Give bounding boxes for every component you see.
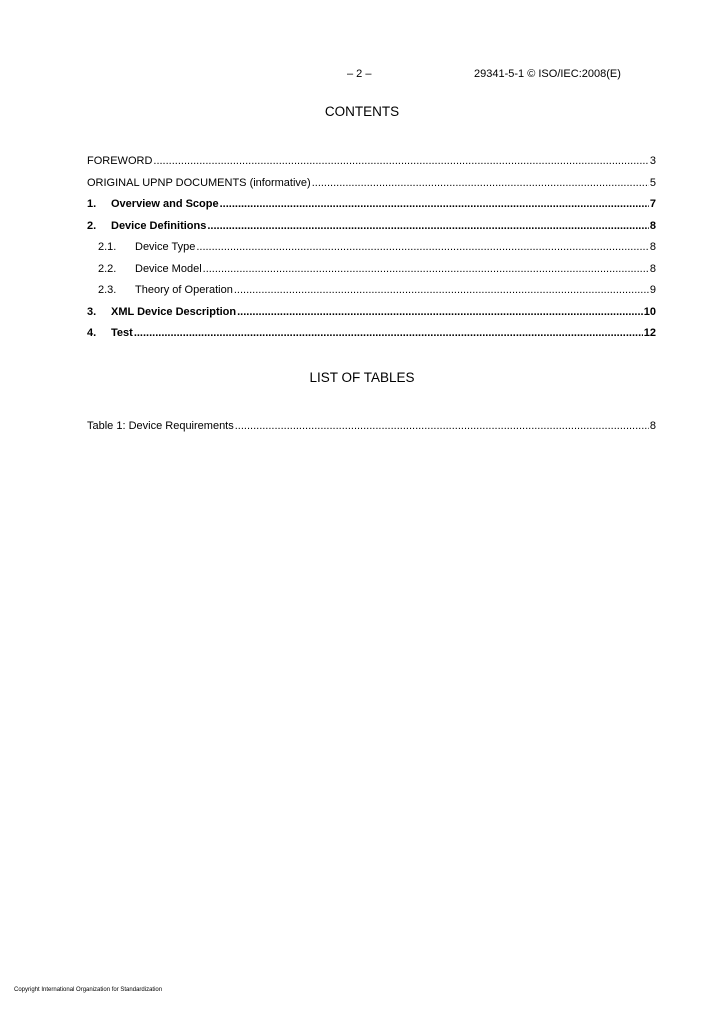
table-entry-device-requirements[interactable] — [87, 418, 656, 440]
toc-entry-title: XML Device Description — [111, 305, 237, 318]
toc-entry-title: Device Definitions — [111, 219, 207, 232]
toc-entry-test[interactable] — [87, 325, 656, 347]
toc-entry-page: 8 — [649, 262, 656, 275]
toc-entry-foreword[interactable] — [87, 153, 656, 175]
toc-entry-number: 2. — [87, 219, 97, 232]
toc-entry-title: FOREWORD — [87, 155, 153, 167]
toc-leader-dots — [237, 304, 643, 320]
toc-leader-dots — [196, 239, 649, 255]
toc-entry-title: Device Model — [135, 262, 202, 275]
toc-entry-number: 2.1. — [98, 241, 117, 253]
toc-leader-dots — [220, 196, 649, 212]
toc-entry-page: 7 — [649, 198, 656, 210]
table-of-contents — [87, 153, 656, 347]
list-of-tables — [87, 418, 656, 440]
toc-entry-number: 2.3. — [98, 284, 117, 296]
toc-entry-number: 2.2. — [98, 262, 117, 275]
toc-entry-overview-and-scope[interactable] — [87, 196, 656, 218]
footer-copyright: Copyright International Organization for Standardization — [14, 987, 163, 993]
toc-entry-original-upnp-documents[interactable] — [87, 175, 656, 197]
toc-entry-title: ORIGINAL UPNP DOCUMENTS (informative) — [87, 176, 311, 189]
toc-entry-device-definitions[interactable] — [87, 218, 656, 240]
toc-entry-xml-device-description[interactable] — [87, 304, 656, 326]
toc-entry-page: 10 — [643, 305, 656, 318]
toc-leader-dots — [134, 325, 643, 341]
list-of-tables-heading: LIST OF TABLES — [309, 370, 415, 385]
toc-leader-dots — [203, 261, 649, 277]
toc-entry-page: 9 — [649, 284, 656, 296]
toc-entry-device-model[interactable] — [87, 261, 656, 283]
toc-entry-number: 1. — [87, 198, 97, 210]
page-number: – 2 – — [347, 68, 372, 80]
toc-entry-number: 3. — [87, 305, 97, 318]
toc-entry-device-type[interactable] — [87, 239, 656, 261]
toc-entry-number: 4. — [87, 327, 97, 339]
toc-entry-page: 8 — [649, 219, 656, 232]
toc-entry-theory-of-operation[interactable] — [87, 282, 656, 304]
toc-entry-title: Overview and Scope — [111, 198, 219, 210]
table-entry-page: 8 — [649, 420, 656, 432]
toc-entry-title: Test — [111, 327, 133, 339]
toc-leader-dots — [235, 418, 649, 434]
toc-leader-dots — [153, 153, 648, 169]
toc-entry-page: 12 — [643, 327, 656, 339]
contents-heading: CONTENTS — [324, 104, 400, 119]
toc-entry-title: Device Type — [135, 241, 196, 253]
toc-entry-page: 3 — [649, 155, 656, 167]
toc-entry-title: Theory of Operation — [135, 284, 233, 296]
toc-entry-page: 5 — [649, 176, 656, 189]
page-header — [0, 68, 724, 84]
toc-leader-dots — [207, 218, 649, 234]
toc-leader-dots — [234, 282, 649, 298]
document-reference: 29341-5-1 © ISO/IEC:2008(E) — [474, 68, 621, 80]
table-entry-title: Table 1: Device Requirements — [87, 420, 234, 432]
toc-leader-dots — [312, 175, 649, 191]
toc-entry-page: 8 — [649, 241, 656, 253]
